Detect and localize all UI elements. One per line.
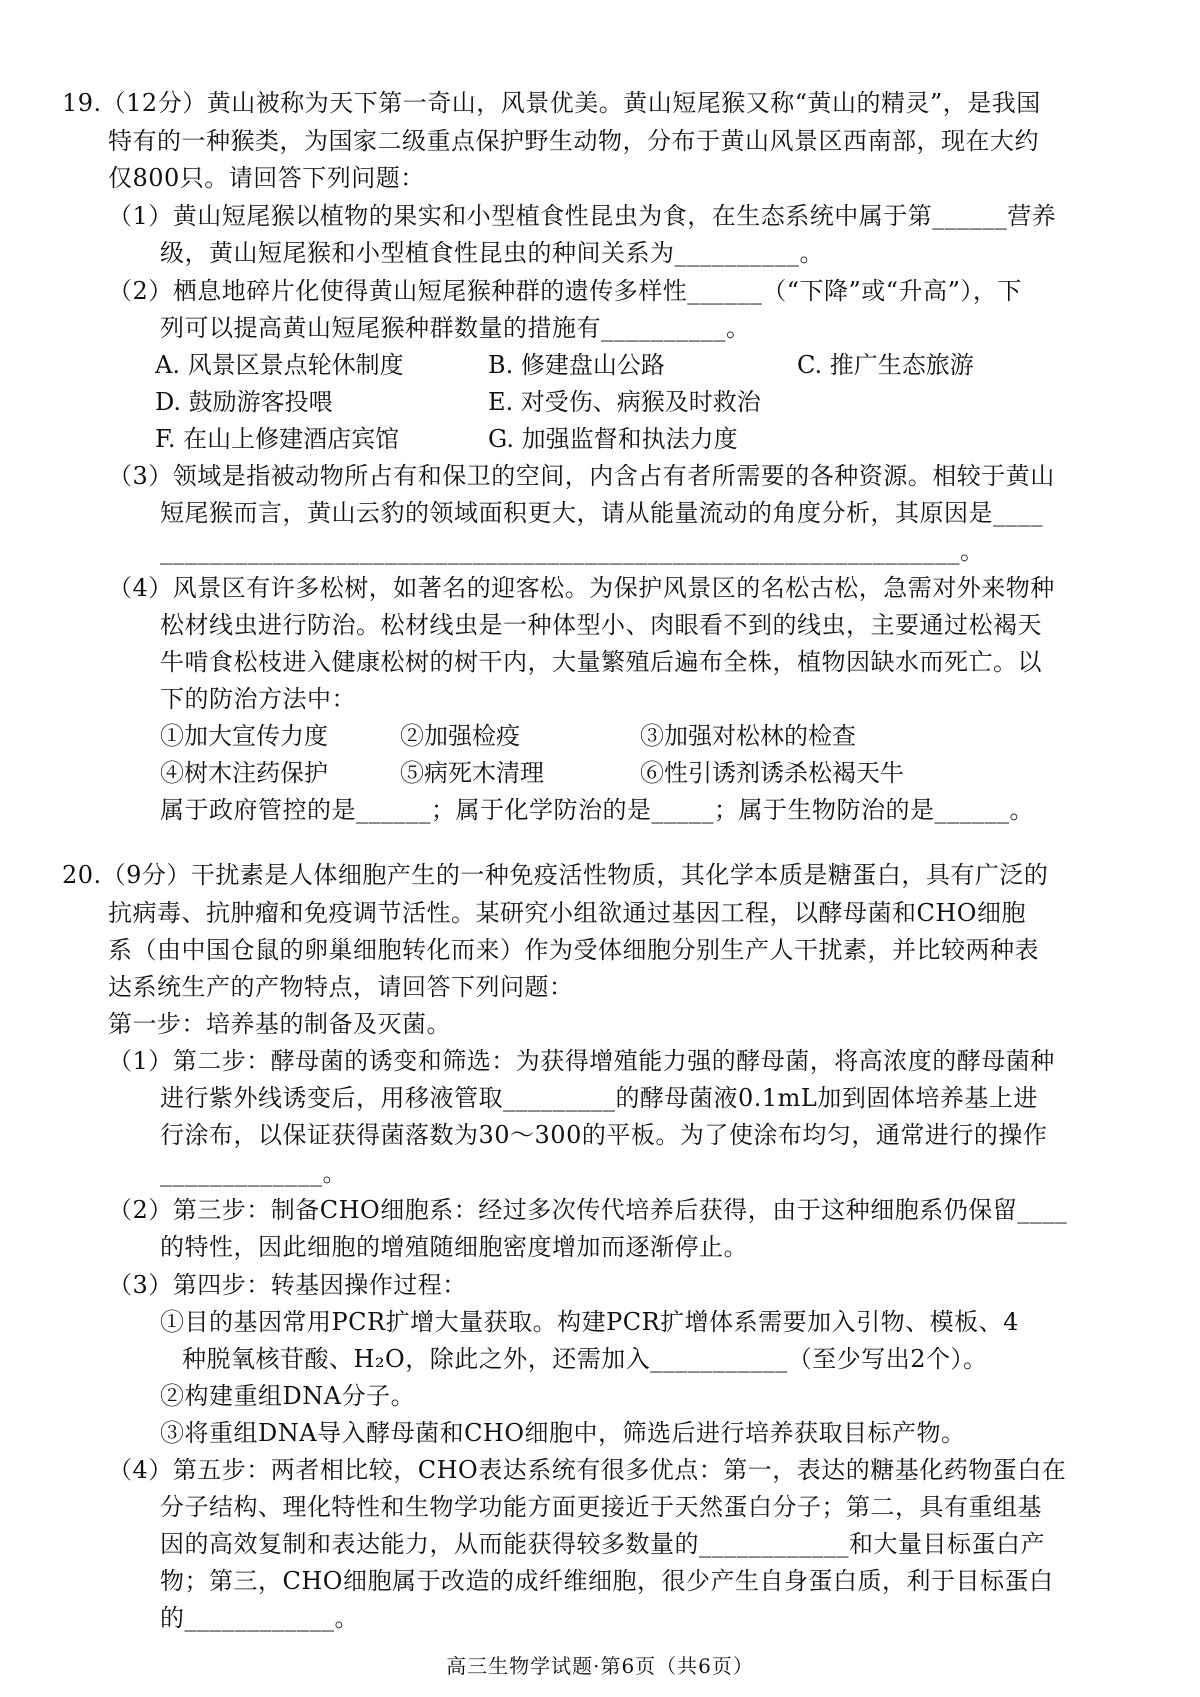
q20-sub3-line-1: （3）第四步：转基因操作过程： <box>108 1271 467 1299</box>
q20-line-3: 系（由中国仓鼠的卵巢细胞转化而来）作为受体细胞分别生产人干扰素，并比较两种表 <box>108 936 1039 964</box>
method-5: ⑤病死木清理 <box>400 759 544 787</box>
q19-sub1-line-1: （1）黄山短尾猴以植物的果实和小型植食性昆虫为食，在生态系统中属于第______营养 <box>108 202 1057 230</box>
q20-sub3-item-1-cont: 种脱氧核苷酸、H₂O，除此之外，还需加入___________（至少写出2个）。 <box>182 1345 988 1373</box>
q20-sub1-line-3: 行涂布，以保证获得菌落数为30～300的平板。为了使涂布均匀，通常进行的操作 <box>160 1121 1048 1149</box>
q19-sub4-line-3: 牛啃食松枝进入健康松树的树干内，大量繁殖后遍布全株，植物因缺水而死亡。以 <box>160 648 1042 676</box>
q20-sub1-answer-blank: _____________。 <box>160 1159 347 1187</box>
option-f: F. 在山上修建酒店宾馆 <box>155 425 400 453</box>
method-4: ④树木注药保护 <box>160 759 328 787</box>
q20-sub3-item-3: ③将重组DNA导入酵母菌和CHO细胞中，筛选后进行培养获取目标产物。 <box>160 1419 966 1447</box>
q20-sub1-line-1: （1）第二步：酵母菌的诱变和筛选：为获得增殖能力强的酵母菌，将高浓度的酵母菌种 <box>108 1047 1055 1075</box>
q20-sub4-line-3: 因的高效复制和表达能力，从而能获得较多数量的____________和大量目标蛋白产 <box>160 1530 1045 1558</box>
q19-line-1: 19.（12分）黄山被称为天下第一奇山，风景优美。黄山短尾猴又称“黄山的精灵”，是我国 <box>62 89 1041 117</box>
q20-line-2: 抗病毒、抗肿瘤和免疫调节活性。某研究小组欲通过基因工程，以酵母菌和CHO细胞 <box>108 899 1026 927</box>
q19-line-3: 仅800只。请回答下列问题： <box>108 164 425 192</box>
q20-sub3-item-2: ②构建重组DNA分子。 <box>160 1382 416 1410</box>
q20-sub4-line-4: 物；第三，CHO细胞属于改造的成纤维细胞，很少产生自身蛋白质，利于目标蛋白 <box>160 1567 1054 1595</box>
option-b: B. 修建盘山公路 <box>488 351 665 379</box>
option-d: D. 鼓励游客投喂 <box>155 388 333 416</box>
q19-sub2-line-1: （2）栖息地碎片化使得黄山短尾猴种群的遗传多样性______（“下降”或“升高”），下 <box>108 277 1022 305</box>
q19-sub4-answer-line: 属于政府管控的是______；属于化学防治的是_____；属于生物防治的是______。 <box>160 796 1034 824</box>
q19-sub4-line-2: 松材线虫进行防治。松材线虫是一种体型小、肉眼看不到的线虫，主要通过松褐天 <box>160 611 1042 639</box>
q20-sub4-line-2: 分子结构、理化特性和生物学功能方面更接近于天然蛋白分子；第二，具有重组基 <box>160 1493 1042 1521</box>
q20-sub1-line-2: 进行紫外线诱变后，用移液管取_________的酵母菌液0.1mL加到固体培养基上进 <box>160 1084 1038 1112</box>
method-3: ③加强对松林的检查 <box>640 722 856 750</box>
q20-step-1: 第一步：培养基的制备及灭菌。 <box>108 1010 451 1038</box>
method-2: ②加强检疫 <box>400 722 520 750</box>
q19-sub2-line-2: 列可以提高黄山短尾猴种群数量的措施有__________。 <box>160 314 751 342</box>
q20-line-4: 达系统生产的产物特点，请回答下列问题： <box>108 973 574 1001</box>
q19-sub3-line-1: （3）领域是指被动物所占有和保卫的空间，内含占有者所需要的各种资源。相较于黄山 <box>108 462 1055 490</box>
q20-sub2-line-2: 的特性，因此细胞的增殖随细胞密度增加而逐渐停止。 <box>160 1233 748 1261</box>
q19-sub1-line-2: 级，黄山短尾猴和小型植食性昆虫的种间关系为__________。 <box>160 239 824 267</box>
q20-sub3-item-1: ①目的基因常用PCR扩增大量获取。构建PCR扩增体系需要加入引物、模板、4 <box>160 1308 1019 1336</box>
q19-sub3-answer-blank: ________________________________________________________________。 <box>160 537 985 565</box>
q19-sub4-line-4: 下的防治方法中： <box>160 685 356 713</box>
q20-sub2-line-1: （2）第三步：制备CHO细胞系：经过多次传代培养后获得，由于这种细胞系仍保留____ <box>108 1196 1068 1224</box>
option-c: C. 推广生态旅游 <box>797 351 974 379</box>
option-a: A. 风景区景点轮休制度 <box>155 351 404 379</box>
q19-sub4-line-1: （4）风景区有许多松树，如著名的迎客松。为保护风景区的名松古松，急需对外来物种 <box>108 574 1055 602</box>
q19-line-2: 特有的一种猴类，为国家二级重点保护野生动物，分布于黄山风景区西南部，现在大约 <box>108 127 1039 155</box>
q20-line-1: 20.（9分）干扰素是人体细胞产生的一种免疫活性物质，其化学本质是糖蛋白，具有广泛的 <box>62 861 1049 889</box>
method-6: ⑥性引诱剂诱杀松褐天牛 <box>640 759 904 787</box>
method-1: ①加大宣传力度 <box>160 722 328 750</box>
q20-sub4-line-1: （4）第五步：两者相比较，CHO表达系统有很多优点：第一，表达的糖基化药物蛋白在 <box>108 1456 1067 1484</box>
page-footer: 高三生物学试题·第6页（共6页） <box>446 1654 754 1678</box>
q19-sub3-line-2: 短尾猴而言，黄山云豹的领域面积更大，请从能量流动的角度分析，其原因是____ <box>160 499 1043 527</box>
q20-sub4-line-5: 的____________。 <box>160 1604 359 1632</box>
option-e: E. 对受伤、病猴及时救治 <box>488 388 761 416</box>
option-g: G. 加强监督和执法力度 <box>488 425 738 453</box>
